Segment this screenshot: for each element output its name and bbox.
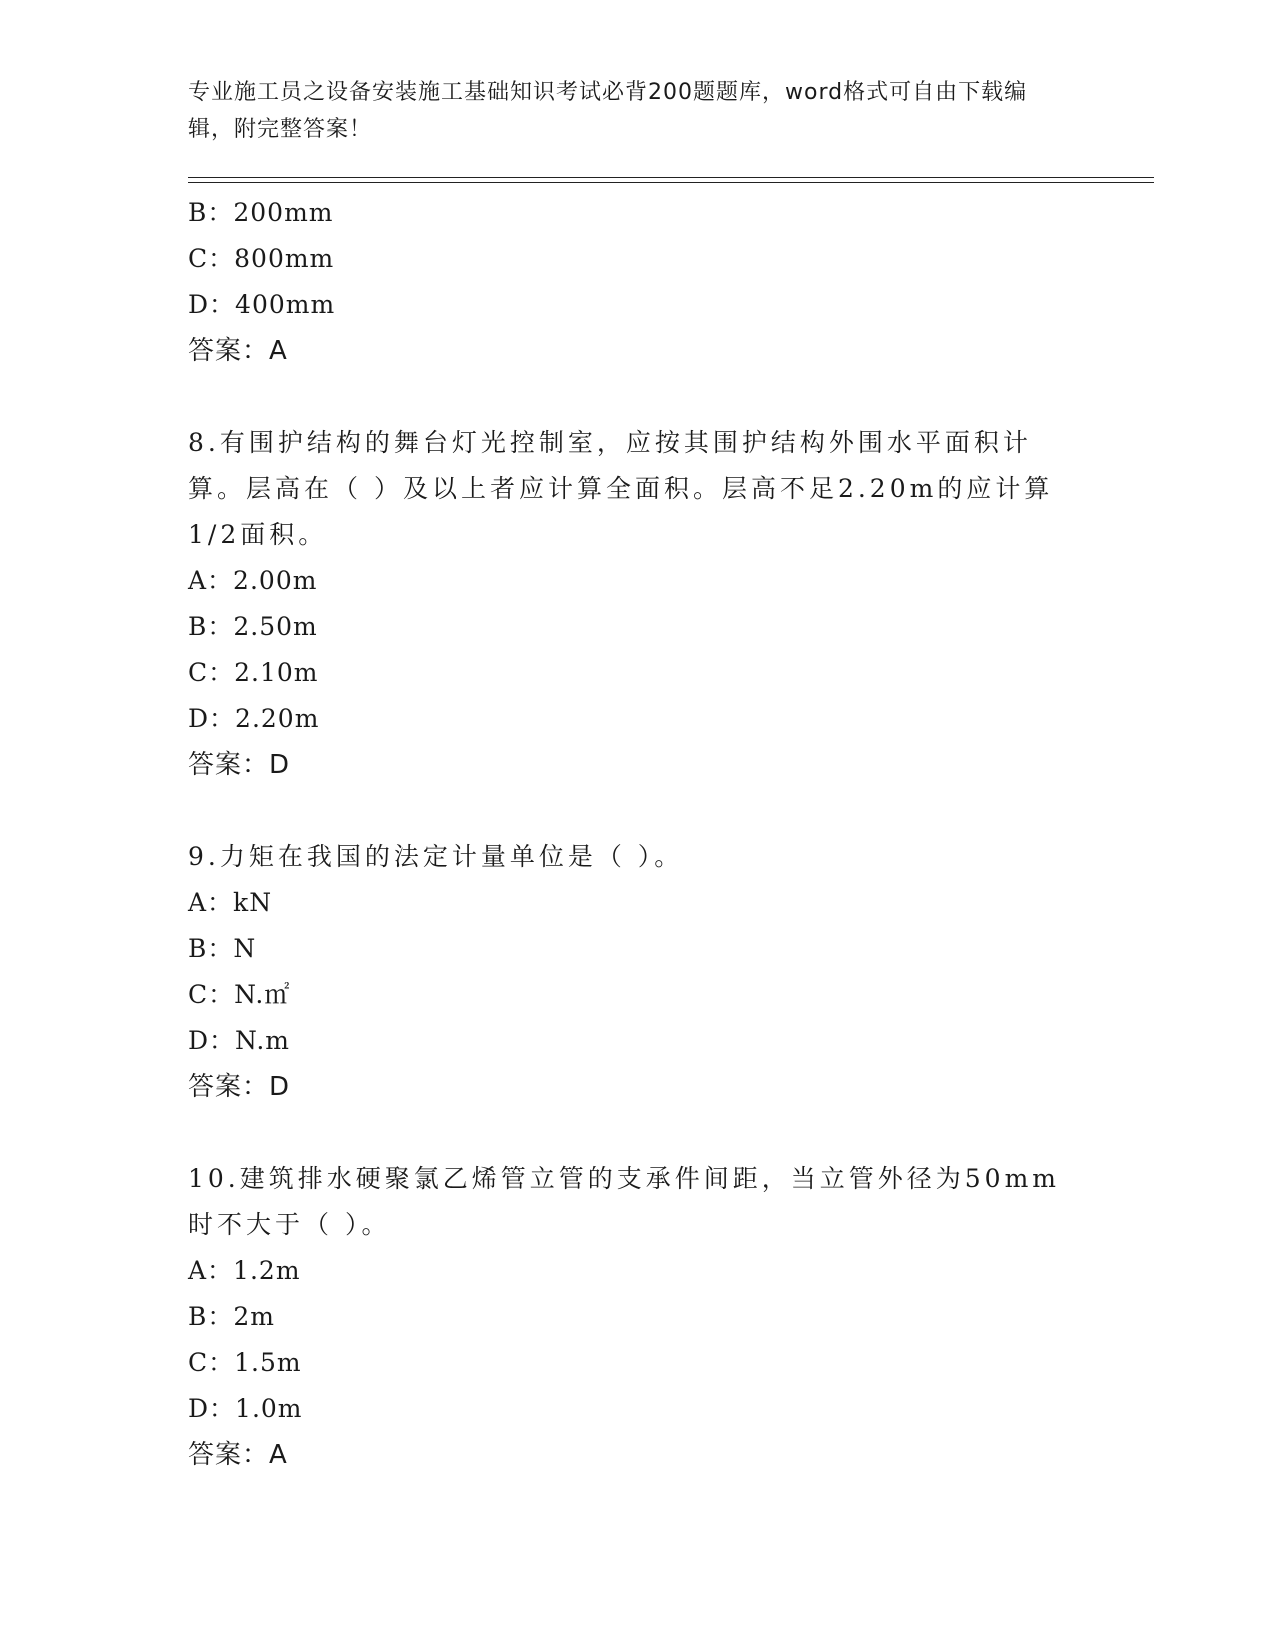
answer-line: 答案：A [188, 336, 288, 366]
question-block-9 [188, 834, 1068, 1110]
option-d: D：N.m [188, 1026, 290, 1055]
question-list [188, 190, 1068, 1478]
option-d: D：1.0m [188, 1394, 303, 1423]
option-a: A：kN [188, 888, 273, 917]
option-c: C：800mm [188, 244, 335, 273]
option-d: D：2.20m [188, 704, 320, 733]
option-d: D：400mm [188, 290, 336, 319]
option-b: B：2.50m [188, 612, 318, 641]
question-text: 9.力矩在我国的法定计量单位是（ ）。 [188, 842, 684, 871]
answer-line: 答案：D [188, 1072, 291, 1102]
option-b: B：N [188, 934, 257, 963]
spacer [188, 1110, 1068, 1156]
question-block-7 [188, 190, 1068, 374]
question-text: 8.有围护结构的舞台灯光控制室，应按其围护结构外围水平面积计算。层高在（ ）及以上者应计算全面积。层高不足2.20m的应计算1/2面积。 [188, 428, 1054, 549]
option-c: C：1.5m [188, 1348, 302, 1377]
answer-line: 答案：A [188, 1440, 288, 1470]
option-b: B：200mm [188, 198, 334, 227]
header-divider-bottom [188, 182, 1154, 183]
question-block-10 [188, 1156, 1068, 1478]
spacer [188, 788, 1068, 834]
spacer [188, 374, 1068, 420]
answer-line: 答案：D [188, 750, 291, 780]
header-divider-top [188, 177, 1154, 178]
option-b: B：2m [188, 1302, 275, 1331]
option-c: C：N.㎡ [188, 980, 291, 1009]
option-a: A：1.2m [188, 1256, 301, 1285]
option-a: A：2.00m [188, 566, 318, 595]
document-header: 专业施工员之设备安装施工基础知识考试必背200题题库，word格式可自由下载编辑，附完整答案！ [188, 80, 1028, 142]
question-block-8 [188, 420, 1068, 788]
option-c: C：2.10m [188, 658, 319, 687]
question-text: 10.建筑排水硬聚氯乙烯管立管的支承件间距，当立管外径为50mm时不大于（ ）。 [188, 1164, 1060, 1239]
